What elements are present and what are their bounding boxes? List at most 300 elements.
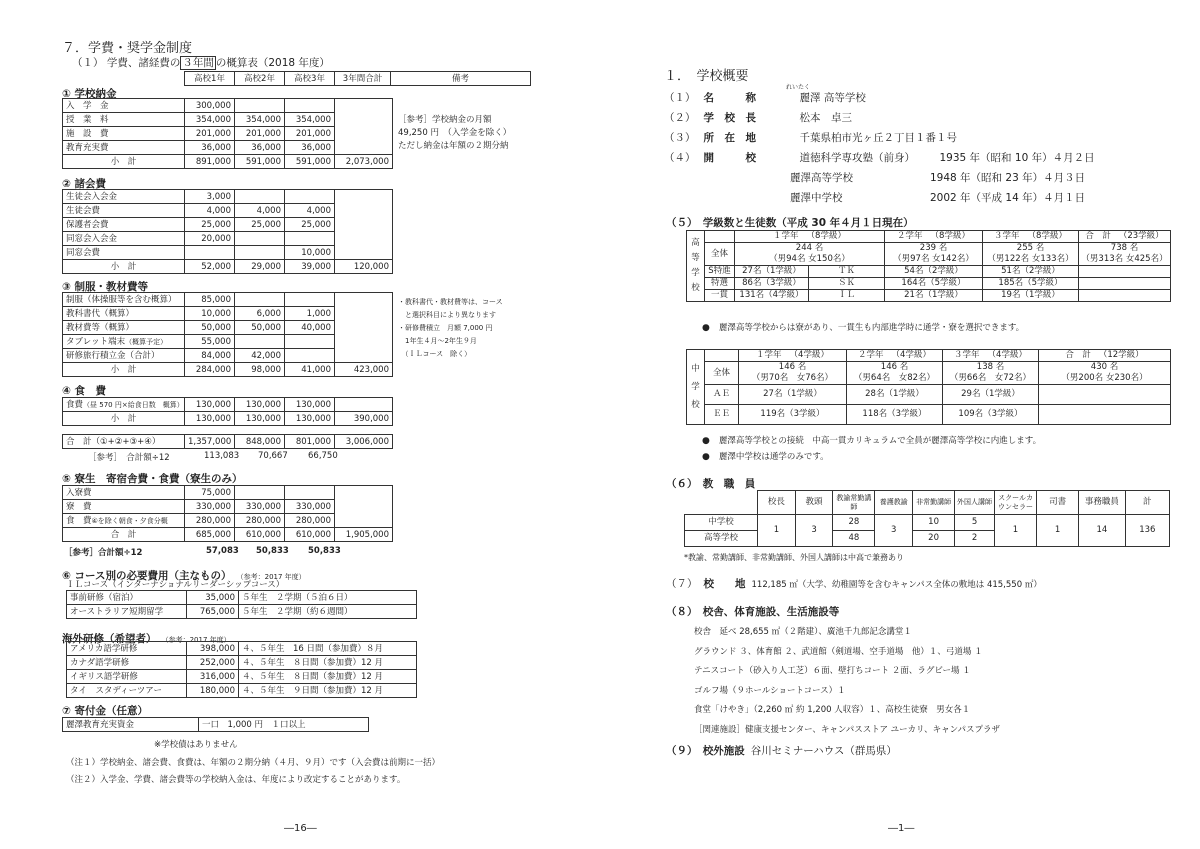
side-char: 学 xyxy=(691,382,700,392)
info-date: 2002 年（平成 14 年）４月１日 xyxy=(930,192,1086,204)
all-count: 146 名 xyxy=(880,362,909,372)
row-label-text: 寮 費 xyxy=(66,501,92,512)
class-count: （4学級） xyxy=(987,350,1027,360)
row-label-text: 小 計 xyxy=(110,261,137,272)
food-label-small: （昼 570 円×給食日数 概算） xyxy=(83,400,184,409)
table-row xyxy=(67,684,417,698)
cell-y3 xyxy=(285,293,335,307)
table-row xyxy=(63,528,393,542)
cell-total xyxy=(335,335,393,349)
cell-y1: 280,000 xyxy=(185,514,235,528)
cell-y1: 10,000 xyxy=(185,307,235,321)
course-label: ＥＥ xyxy=(705,405,739,425)
all-count: 255 名 xyxy=(1016,243,1045,253)
table-subtitle xyxy=(72,55,330,70)
staff-header: 養護教諭 xyxy=(875,491,913,515)
total-ref-label: ［参考］ 合計額÷12 xyxy=(88,453,170,463)
jhs-note-text: 麗澤高等学校との接続 中高一貫カリキュラムで全員が麗澤高等学校に内進します。 xyxy=(718,436,1042,446)
row-label xyxy=(63,363,185,377)
cell-y1: 75,000 xyxy=(185,486,235,500)
total-all: 3,006,000 xyxy=(335,435,393,449)
note-s1 xyxy=(398,114,511,153)
course-desc-cell: ５年生 ２学期（５泊６日） xyxy=(239,591,417,605)
class-count: （8学級） xyxy=(806,231,846,241)
side-char: 学 xyxy=(691,268,700,278)
cell-y1: 25,000 xyxy=(185,218,235,232)
course-cell: 131名（4学級） xyxy=(735,290,809,302)
jhs-note-text: 麗澤中学校は通学のみです。 xyxy=(718,452,829,462)
dorm-ref-3: 50,833 xyxy=(308,546,341,556)
staff-cell: 3 xyxy=(875,515,913,547)
staff-cell: 3 xyxy=(795,515,833,547)
table-row xyxy=(687,385,1171,405)
info-row xyxy=(664,90,930,105)
course-cost-table xyxy=(66,590,417,619)
s6b-title-note: （参考：2017 年度） xyxy=(161,636,231,644)
staff-header: 外国人講師 xyxy=(955,491,995,515)
course-label: 特選 xyxy=(705,278,735,290)
all-gender: （男64名 女82名） xyxy=(853,373,936,383)
note-line: ただし納金は年額の２期分納 xyxy=(398,141,509,151)
table-row xyxy=(687,405,1171,425)
cell-y1: 4,000 xyxy=(185,204,235,218)
course-cell: 19名（1学級） xyxy=(983,290,1079,302)
staff-cell: 20 xyxy=(913,531,955,547)
table-row xyxy=(63,363,393,377)
cell-y3 xyxy=(285,232,335,246)
table-row xyxy=(63,335,393,349)
all-count: 138 名 xyxy=(976,362,1005,372)
col-header: 高校2年 xyxy=(235,72,285,86)
note-line: 1年生４月～2年生９月 xyxy=(398,337,477,345)
all-cell xyxy=(1079,243,1171,266)
info-val: 松本 卓三 xyxy=(799,112,852,124)
cell-total: 423,000 xyxy=(335,363,393,377)
row-label xyxy=(63,514,185,528)
cell-y3: 40,000 xyxy=(285,321,335,335)
class-count: （12学級） xyxy=(1098,350,1144,360)
cell-y2: 98,000 xyxy=(235,363,285,377)
cell-y3: 36,000 xyxy=(285,141,335,155)
all-gender: （男122名 女133名） xyxy=(987,254,1074,264)
course-name-cell: アメリカ語学研修 xyxy=(67,642,187,656)
cell-y2: 29,000 xyxy=(235,260,285,274)
cell-y2 xyxy=(235,486,285,500)
table-row xyxy=(67,591,417,605)
table-row xyxy=(63,141,393,155)
cell-y1: 330,000 xyxy=(185,500,235,514)
class-count: （4学級） xyxy=(891,350,931,360)
campus-area xyxy=(666,576,1042,591)
total-ref-1: 113,083 xyxy=(204,451,240,461)
cell-total xyxy=(335,190,393,204)
staff-cell: 1 xyxy=(994,515,1036,547)
year-header xyxy=(1039,350,1171,362)
row-label xyxy=(63,246,185,260)
table-row xyxy=(63,155,393,169)
course-cell: 27名（1学級） xyxy=(735,266,809,278)
course-cost-cell: 252,000 xyxy=(187,656,239,670)
staff-title: （６） 教 職 員 xyxy=(666,478,756,490)
cell-y3: 280,000 xyxy=(285,514,335,528)
cell-y3: 39,000 xyxy=(285,260,335,274)
staff-cell: 10 xyxy=(913,515,955,531)
cell-y2 xyxy=(235,335,285,349)
bullet-icon: ● xyxy=(702,452,719,462)
cell-y3 xyxy=(285,99,335,113)
cell-y2: 610,000 xyxy=(235,528,285,542)
side-char: 等 xyxy=(691,253,700,263)
course-cell: 21名（1学級） xyxy=(885,290,983,302)
all-cell xyxy=(735,243,885,266)
table-row xyxy=(67,656,417,670)
year-label: 合 計 xyxy=(1065,350,1091,360)
course-label: S特進 xyxy=(705,266,735,278)
s6b-title: 海外研修（希望者） xyxy=(62,633,157,645)
year-label: １学年 xyxy=(756,350,782,360)
staff-cell: 1 xyxy=(758,515,796,547)
staff-header: 校長 xyxy=(758,491,796,515)
side-char: 校 xyxy=(691,400,700,410)
all-count: 146 名 xyxy=(778,362,807,372)
subtotal-y3: 130,000 xyxy=(285,412,335,426)
donation-desc: 一口 1,000 円 １口以上 xyxy=(199,718,369,732)
subtitle-post: の概算表（2018 年度） xyxy=(215,57,330,69)
row-label xyxy=(63,321,185,335)
staff-header: 教頭 xyxy=(795,491,833,515)
info-key: 所 在 地 xyxy=(703,132,756,144)
cell-y3 xyxy=(285,486,335,500)
table-row xyxy=(63,218,393,232)
cell-y2: 4,000 xyxy=(235,204,285,218)
info-date: 1935 年（昭和 10 年）４月２日 xyxy=(939,152,1095,164)
side-char: 校 xyxy=(691,283,700,293)
note-s3 xyxy=(398,296,503,361)
all-gender: （男70名 女76名） xyxy=(751,373,834,383)
cell-y1: 50,000 xyxy=(185,321,235,335)
row-label-text: 生徒会入会金 xyxy=(66,191,118,202)
cell-y3: 41,000 xyxy=(285,363,335,377)
page-number: ―1― xyxy=(888,823,915,834)
section-title: ７．学費・奨学金制度 xyxy=(62,41,193,56)
food-label: 食費 xyxy=(66,399,84,410)
donation-table xyxy=(62,717,369,732)
row-label-small: （概算予定） xyxy=(125,337,168,346)
row-label-text: 入寮費 xyxy=(66,487,92,498)
row-label-text: 施 設 費 xyxy=(66,128,109,139)
year-header xyxy=(885,231,983,243)
table-row xyxy=(63,500,393,514)
info-num: （４） xyxy=(664,152,696,164)
all-count: 244 名 xyxy=(795,243,824,253)
row-label xyxy=(63,155,185,169)
row-label xyxy=(63,486,185,500)
row-label xyxy=(63,127,185,141)
col-header: 3年間合計 xyxy=(335,72,391,86)
course-label: 一貫 xyxy=(705,290,735,302)
table-row xyxy=(63,321,393,335)
staff-cell: 2 xyxy=(955,531,995,547)
fee-table-1 xyxy=(62,98,393,169)
staff-cell: 5 xyxy=(955,515,995,531)
cell-y3 xyxy=(285,349,335,363)
grand-total-table xyxy=(62,434,393,449)
course-cell: 119名（3学級） xyxy=(739,405,847,425)
table-row xyxy=(687,266,1171,278)
side-char: 高 xyxy=(691,238,700,248)
class-count: （8学級） xyxy=(930,231,970,241)
cell-y2: 42,000 xyxy=(235,349,285,363)
year-header xyxy=(1079,231,1171,243)
row-label-text: タブレット端末 xyxy=(66,336,126,347)
class-count: （23学級） xyxy=(1118,231,1164,241)
facilities-title: （８） 校舎、体育施設、生活施設等 xyxy=(666,606,840,618)
fee-table-4 xyxy=(62,397,393,426)
row-label xyxy=(63,204,185,218)
course-cell: 86名（3学級） xyxy=(735,278,809,290)
overseas-table xyxy=(66,641,417,698)
row-label-text: 生徒会費 xyxy=(66,205,101,216)
note-line: ［参考］学校納金の月額 xyxy=(398,115,492,125)
course-name-cell: タイ スタディーツアー xyxy=(67,684,187,698)
row-label xyxy=(63,113,185,127)
ruby-text: れいたく xyxy=(786,84,811,91)
cell-y2: 354,000 xyxy=(235,113,285,127)
fee-table-5 xyxy=(62,485,393,542)
dorm-ref-label: ［参考］合計額÷12 xyxy=(64,548,143,558)
all-gender: （男94名 女150名） xyxy=(769,254,850,264)
facility-line: 食堂「けやき」（2,260 ㎡ 約 1,200 人収容）１、高校生徒寮 男女各１ xyxy=(694,705,971,715)
row-label xyxy=(63,190,185,204)
row-label xyxy=(63,500,185,514)
s9-title: （９） 校外施設 xyxy=(666,745,745,757)
facility-line: テニスコート（砂入り人工芝）６面、壁打ちコート ２面、ラグビー場 １ xyxy=(694,666,971,676)
table-row xyxy=(63,127,393,141)
course-cost-cell: 180,000 xyxy=(187,684,239,698)
course-name-cell: カナダ語学研修 xyxy=(67,656,187,670)
course-label: ＴＫ xyxy=(809,266,885,278)
page-number: ―16― xyxy=(284,823,317,834)
total-ref-2: 70,667 xyxy=(258,451,288,461)
cell-y3 xyxy=(285,335,335,349)
row-label xyxy=(63,307,185,321)
section-heading: ④ 食 費 xyxy=(62,385,107,397)
hs-note-text: 麗澤高等学校からは寮があり、一貫生も内部進学時に通学・寮を選択できます。 xyxy=(718,323,1025,333)
course-cell: 51名（2学級） xyxy=(983,266,1079,278)
all-label: 全体 xyxy=(705,243,735,266)
course-label: ＡＥ xyxy=(705,385,739,405)
dorm-ref-1: 57,083 xyxy=(206,546,239,556)
info-val: 麗澤中学校 xyxy=(790,192,843,204)
all-gender: （男66名 女72名） xyxy=(949,373,1032,383)
info-num: （１） xyxy=(664,92,696,104)
staff-note: *教諭、常勤講師、非常勤講師、外国人講師は中高で兼務あり xyxy=(684,553,904,562)
year-label: １学年 xyxy=(773,231,799,241)
s9-val: 谷川セミナーハウス（群馬県） xyxy=(750,745,897,757)
s6-title-note: （参考：2017 年度） xyxy=(236,573,306,581)
footnote-1: （注１）学校納金、諸会費、食費は、年額の２期分納（４月、９月）です（入会費は前期に一括） xyxy=(66,758,441,768)
staff-header: 司書 xyxy=(1037,491,1079,515)
blank-cell xyxy=(705,231,735,243)
info-val: 麗澤 高等学校 xyxy=(799,92,866,104)
cell-y1: 300,000 xyxy=(185,99,235,113)
row-label-text: 制服（体操服等を含む概算） xyxy=(66,294,177,305)
cell-y2: 50,000 xyxy=(235,321,285,335)
course-cell: 185名（5学級） xyxy=(983,278,1079,290)
cell-y3: 354,000 xyxy=(285,113,335,127)
row-label-text: 授 業 料 xyxy=(66,114,109,125)
all-count: 738 名 xyxy=(1110,243,1139,253)
section-heading: ① 学校納金 xyxy=(62,88,117,100)
row-label-text: 合 計 xyxy=(110,529,137,540)
cell-y3: 591,000 xyxy=(285,155,335,169)
all-cell xyxy=(885,243,983,266)
year-header xyxy=(739,350,847,362)
info-val: 麗澤高等学校 xyxy=(790,172,853,184)
year-header xyxy=(847,350,943,362)
row-label-text: 食 費 xyxy=(66,515,92,526)
course-desc-cell: ４、５年生 ８日間（参加費）12 月 xyxy=(239,670,417,684)
cell-total xyxy=(335,218,393,232)
staff-header: 事務職員 xyxy=(1079,491,1126,515)
subtitle-box: ３年間 xyxy=(182,57,214,69)
col-header: 備考 xyxy=(391,72,531,86)
section-heading: ③ 制服・教材費等 xyxy=(62,281,149,293)
table-row xyxy=(67,642,417,656)
row-label-text: 小 計 xyxy=(110,156,137,167)
cell-total xyxy=(335,246,393,260)
staff-row-label: 高等学校 xyxy=(685,531,758,547)
info-key: 開 校 xyxy=(703,152,756,164)
note-line: 49,250 円 （入学金を除く） xyxy=(398,128,512,138)
cell-y3: 25,000 xyxy=(285,218,335,232)
info-num: （２） xyxy=(664,112,696,124)
staff-header: スクールカウンセラー xyxy=(994,491,1036,515)
cell-y2 xyxy=(235,246,285,260)
total-y1: 1,357,000 xyxy=(185,435,235,449)
table-row xyxy=(685,515,1170,531)
table-row xyxy=(63,514,393,528)
subtitle-pre: （１） 学費、諸経費の xyxy=(72,57,181,69)
cell-y2: 6,000 xyxy=(235,307,285,321)
cell-total xyxy=(335,293,393,307)
info-row xyxy=(790,170,1085,185)
cell-total xyxy=(335,500,393,514)
course-name-cell: イギリス語学研修 xyxy=(67,670,187,684)
blank-cell xyxy=(1039,385,1171,405)
side-char: 中 xyxy=(691,364,700,374)
table-row xyxy=(63,260,393,274)
row-label-text: 小 計 xyxy=(110,364,137,375)
bullet-icon: ● xyxy=(702,436,719,446)
cell-y1: 354,000 xyxy=(185,113,235,127)
subtotal-y1: 130,000 xyxy=(185,412,235,426)
facility-line: ［関連施設］健康支援センター、キャンパスストア ユーカリ、キャンパスプラザ xyxy=(694,724,1000,735)
all-cell xyxy=(983,243,1079,266)
course-cell: 29名（1学級） xyxy=(943,385,1039,405)
column-header xyxy=(184,71,531,86)
cell-y1: 55,000 xyxy=(185,335,235,349)
donation-name: 麗澤教育充実資金 xyxy=(63,718,199,732)
row-label-text: 教育充実費 xyxy=(66,142,109,153)
high-school-table xyxy=(686,230,1171,302)
side-label xyxy=(687,231,705,302)
all-cell xyxy=(847,362,943,385)
facility-line: グラウンド ３、体育館 ２、武道館（剣道場、空手道場 他）１、弓道場 １ xyxy=(694,646,983,657)
table-row xyxy=(687,362,1171,385)
section-title: １． 学校概要 xyxy=(664,69,749,84)
staff-table xyxy=(684,490,1170,547)
staff-cell: 28 xyxy=(833,515,875,531)
section-heading: ⑦ 寄付金（任意） xyxy=(62,705,149,717)
cell-y3: 610,000 xyxy=(285,528,335,542)
dorm-ref-2: 50,833 xyxy=(256,546,289,556)
row-label xyxy=(63,528,185,542)
cell-y3: 10,000 xyxy=(285,246,335,260)
s7-val: 112,185 ㎡（大学、幼稚園等を含むキャンパス全体の敷地は 415,550 ㎡） xyxy=(751,580,1042,590)
course-cost-cell: 35,000 xyxy=(187,591,239,605)
info-val: 道徳科学専攻塾（前身） xyxy=(799,152,915,164)
info-row xyxy=(664,130,957,145)
all-gender: （男200名 女230名） xyxy=(1061,373,1148,383)
all-label: 全体 xyxy=(705,362,739,385)
note-line: （ＩＬコース 除く） xyxy=(398,350,472,358)
info-date: 1948 年（昭和 23 年）４月３日 xyxy=(930,172,1086,184)
cell-total: 2,073,000 xyxy=(335,155,393,169)
row-label xyxy=(63,293,185,307)
note-line: ・研修費積立 月額 7,000 円 xyxy=(398,324,493,332)
cell-y3: 130,000 xyxy=(285,398,335,412)
cell-y2: 25,000 xyxy=(235,218,285,232)
cell-y2: 591,000 xyxy=(235,155,285,169)
course-cell: 54名（2学級） xyxy=(885,266,983,278)
table-row xyxy=(67,670,417,684)
row-label-text: 同窓会入会金 xyxy=(66,233,118,244)
course-desc-cell: ４、５年生 ９日間（参加費）12 月 xyxy=(239,684,417,698)
col-header: 高校1年 xyxy=(185,72,235,86)
cell-y1: 36,000 xyxy=(185,141,235,155)
cell-y1: 891,000 xyxy=(185,155,235,169)
info-key: 学 校 長 xyxy=(703,112,756,124)
cell-total xyxy=(335,398,393,412)
cell-total xyxy=(335,204,393,218)
blank-cell xyxy=(1079,290,1171,302)
cell-y1 xyxy=(185,246,235,260)
info-row xyxy=(664,150,1095,165)
cell-y2 xyxy=(235,232,285,246)
staff-cell: 14 xyxy=(1079,515,1126,547)
course-desc-cell: ４、５年生 16 日間（参加費）８月 xyxy=(239,642,417,656)
row-label-small: ④を除く朝食・夕食分概 xyxy=(91,516,168,525)
row-label xyxy=(63,398,185,412)
cell-total xyxy=(335,321,393,335)
all-gender: （男313名 女425名） xyxy=(1081,254,1168,264)
course-cell: 109名（3学級） xyxy=(943,405,1039,425)
table-row xyxy=(63,190,393,204)
cell-y2 xyxy=(235,293,285,307)
facility-line: 校舎 延べ 28,655 ㎡（２階建）、廣池千九郎記念講堂１ xyxy=(694,627,912,637)
cell-y1: 130,000 xyxy=(185,398,235,412)
jhs-note-2 xyxy=(702,449,829,462)
cell-y1: 3,000 xyxy=(185,190,235,204)
cell-y1: 20,000 xyxy=(185,232,235,246)
donation-note: ※学校債はありません xyxy=(154,740,238,750)
all-cell xyxy=(739,362,847,385)
cell-y1: 284,000 xyxy=(185,363,235,377)
s7-num: （７） xyxy=(666,578,698,590)
year-label: 合 計 xyxy=(1085,231,1111,241)
course-label: ＩＬ xyxy=(809,290,885,302)
